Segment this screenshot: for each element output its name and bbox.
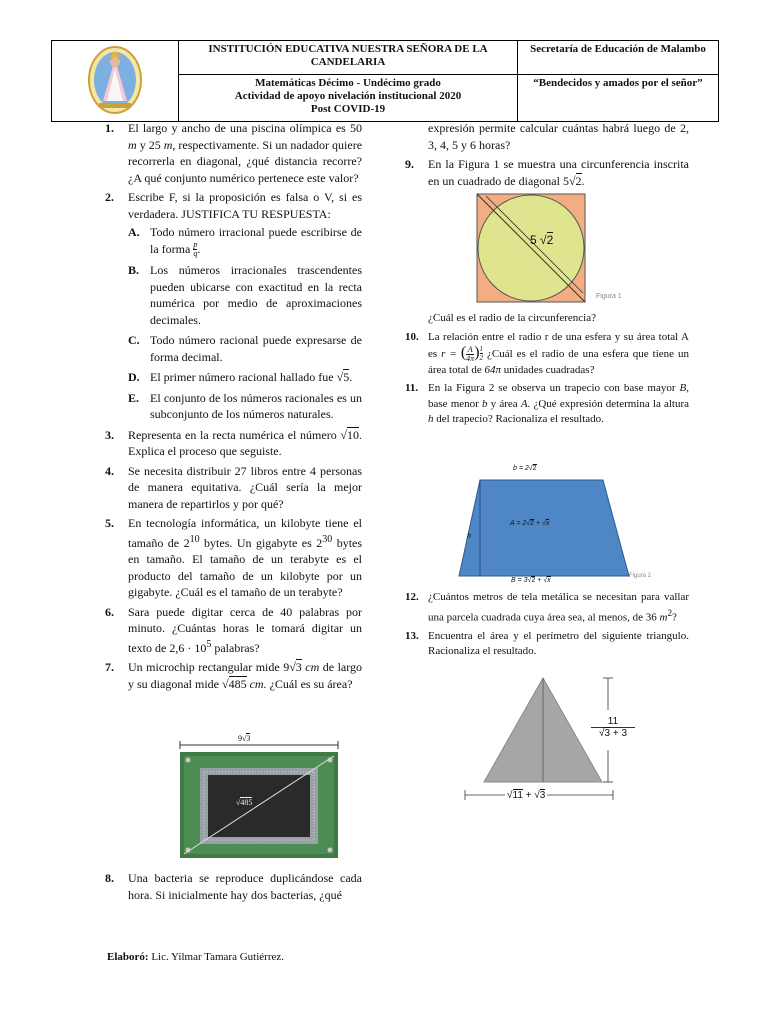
math-variable: B — [679, 382, 687, 395]
major-base-label — [511, 577, 551, 584]
question-text: Una bacteria se reproduce duplicándose cada hora. Si inicialmente hay dos bacterias, ¿qué — [128, 871, 362, 902]
sqrt-symbol: √ — [543, 577, 548, 584]
sqrt-symbol: √ — [289, 660, 296, 675]
math-value: 64π — [484, 363, 502, 376]
fraction-numerator: 1 — [479, 345, 484, 353]
proposition-letter: C. — [128, 333, 140, 348]
math-exponent: 5 — [206, 638, 212, 650]
base-label — [505, 790, 547, 801]
question-4 — [105, 463, 362, 513]
sqrt-symbol: √ — [540, 233, 547, 247]
inscribed-circle-drawing — [476, 193, 586, 303]
math-unit: m — [163, 137, 173, 152]
math-unit: cm — [305, 660, 320, 675]
question-number: 1. — [105, 121, 114, 135]
question-text: , base menor — [428, 382, 689, 410]
question-13 — [405, 629, 689, 660]
question-number: 2. — [105, 190, 114, 204]
course-line-2: Actividad de apoyo nivelación institucional 2020 — [234, 90, 462, 102]
secretary-name: Secretaría de Educación de Malambo — [518, 41, 719, 75]
question-text: y — [139, 137, 146, 152]
figure-2 — [455, 465, 655, 590]
fraction-denominator — [591, 728, 635, 739]
minor-base-label — [513, 465, 537, 472]
math-exponent: 2 — [667, 607, 673, 618]
radicand: 2 — [531, 577, 536, 584]
question-3 — [105, 427, 362, 460]
question-number: 8. — [105, 871, 114, 885]
sqrt-symbol: √ — [527, 577, 532, 584]
right-column-middle — [405, 311, 689, 431]
chip-width-label — [236, 734, 252, 743]
plus-term: + 3 — [612, 728, 628, 739]
sqrt-symbol: √ — [526, 520, 531, 527]
fraction-denominator: q — [193, 249, 198, 259]
question-text: unidades cuadradas? — [503, 363, 595, 376]
fraction-numerator: 11 — [591, 716, 635, 728]
question-text: La relación entre el radio r de una esfera y su área total A es — [428, 330, 689, 360]
math-exponent: 30 — [322, 533, 333, 545]
question-8-block — [105, 870, 362, 906]
sqrt-symbol: √ — [340, 427, 348, 442]
course-info — [179, 75, 518, 122]
question-text: Representa en la recta numérica el número — [128, 427, 337, 442]
question-number: 7. — [105, 660, 114, 675]
proposition-text: . — [349, 370, 353, 385]
paren-open: ( — [460, 344, 467, 361]
question-12 — [405, 590, 689, 626]
question-8-continuation — [405, 120, 689, 153]
figure-1 — [470, 193, 630, 305]
institution-name: INSTITUCIÓN EDUCATIVA NUESTRA SEÑORA DE LA CANDELARIA — [179, 41, 518, 75]
question-text: bytes. Un gigabyte es — [204, 535, 312, 550]
math-variable: h — [428, 413, 434, 426]
trapezoid-drawing — [455, 478, 635, 578]
question-text: El largo y ancho de una piscina olímpica es — [128, 121, 346, 135]
question-number: 5. — [105, 516, 114, 531]
question-text: del trapecio? Racionaliza el resultado. — [436, 413, 604, 426]
sqrt-symbol: √ — [507, 790, 513, 801]
question-number: 10. — [405, 330, 419, 343]
radicand: 11 — [512, 790, 523, 801]
question-text: En tecnología informática, un kilobyte tiene el tamaño de — [128, 516, 362, 550]
question-9 — [405, 156, 689, 189]
sqrt-symbol: √ — [534, 790, 540, 801]
math-value: 5 — [562, 173, 569, 188]
question-8 — [105, 870, 362, 903]
question-11 — [405, 381, 689, 428]
math-value: 25 — [148, 137, 161, 152]
question-number: 6. — [105, 604, 114, 619]
radicand: 5 — [343, 370, 350, 385]
proposition-text: Los números irracionales trascendentes pueden ubicarse con exactitud en la recta numérica por medio de aproximaciones decimales. — [150, 263, 362, 327]
math-variable: b — [481, 397, 488, 410]
diagonal-label — [530, 233, 553, 247]
fraction-denominator: 4π — [466, 353, 475, 363]
course-line-1: Matemáticas Décimo - Undécimo grado — [255, 77, 441, 89]
proposition-text: Todo número racional puede expresarse de forma decimal. — [150, 333, 362, 364]
question-text: palabras? — [214, 640, 260, 655]
sqrt-symbol: √ — [542, 520, 546, 527]
proposition-letter: E. — [128, 390, 140, 405]
radicand: 2 — [532, 465, 537, 472]
label-value: 5 — [530, 233, 537, 247]
figure-2-caption: Figura 2 — [629, 573, 652, 579]
chip-diagonal-label — [236, 798, 252, 807]
question-text: Escribe F, si la proposición es falsa o V, si es verdadera. JUSTIFICA TU RESPUESTA: — [128, 190, 362, 221]
question-text: . — [581, 173, 585, 188]
microchip-figure — [178, 734, 340, 860]
question-number: 13. — [405, 629, 419, 642]
paren-close: ) — [474, 344, 480, 361]
author-name: Lic. Yilmar Tamara Gutiérrez. — [151, 951, 285, 963]
question-text: En la Figura 1 se muestra una circunferencia inscrita en un cuadrado de diagonal — [428, 157, 689, 188]
question-text: En la Figura 2 se observa un trapecio con base mayor — [428, 382, 676, 395]
fraction-a-over-4pi — [466, 346, 474, 363]
question-text: , respectivamente. Si un nadador quiere recorrerla en diagonal, ¿qué distancia recorre? ¿A qué conjunto numérico pertenece este valor? — [128, 137, 363, 185]
radicand: 485 — [240, 798, 253, 807]
header-table — [51, 40, 719, 122]
math-exponent: 10 — [189, 533, 200, 545]
question-text: ¿Cuántos metros de tela metálica se necesitan para vallar una parcela cuadrada cuya área sea, al menos, de — [428, 591, 689, 624]
motto: “Bendecidos y amados por el señor” — [518, 75, 719, 122]
proposition-text: Todo número irracional puede escribirse de la forma — [150, 225, 362, 256]
radicand: x — [545, 520, 550, 527]
area-label — [510, 520, 549, 527]
proposition-text: . — [197, 241, 201, 256]
question-number: 11. — [405, 382, 419, 395]
figure-1-caption: Figura 1 — [596, 293, 622, 300]
radicand: 3 — [539, 790, 546, 801]
question-text: Se necesita distribuir 27 libros entre 4 personas de manera equitativa. ¿Cuál sería la mejor manera de repartirlos y por qué? — [128, 463, 362, 511]
question-text: Encuentra el área y el perímetro del siguiente triangulo. Racionaliza el resultado. — [428, 629, 689, 658]
plus-sign: + — [537, 577, 542, 584]
sqrt-symbol: √ — [568, 173, 576, 188]
question-text: de largo y su diagonal mide — [128, 660, 363, 691]
right-column-top — [405, 120, 689, 192]
question-text: expresión permite calcular cuántas habrá luego de 2, 3, 4, 5 y 6 horas? — [428, 121, 689, 152]
radicand: 2 — [530, 520, 535, 527]
author-footer — [107, 951, 284, 963]
question-text: Un microchip rectangular mide — [128, 660, 280, 675]
sqrt-symbol: √ — [336, 370, 344, 385]
triangle-figure — [455, 670, 655, 818]
fraction-denominator: 2 — [479, 354, 484, 362]
math-value: 9 — [283, 660, 290, 675]
question-text: ¿Cuál es el radio de una esfera que tiene un área total de — [428, 348, 689, 376]
math-value: 36 — [645, 611, 657, 624]
question-7 — [105, 659, 362, 692]
question-2 — [105, 189, 362, 423]
question-text: bytes en tamaño. El tamaño de un terabyte es el producto del tamaño de un kilobyte por un gigabyte. ¿Cuál es el tamaño de un terabyte? — [128, 535, 363, 600]
proposition-letter: A. — [128, 225, 140, 239]
height-label — [591, 716, 635, 739]
logo-cell — [52, 41, 179, 122]
proposition-a — [128, 224, 362, 258]
sqrt-symbol: √ — [236, 798, 241, 807]
question-text: y área — [490, 397, 518, 410]
question-9-followup — [405, 311, 689, 327]
proposition-c — [128, 332, 362, 365]
proposition-e — [128, 390, 362, 423]
triangle-drawing — [455, 670, 655, 818]
proposition-letter: D. — [128, 370, 140, 385]
height-label: h — [467, 533, 471, 540]
proposition-text: El conjunto de los números racionales es un subconjunto de los números naturales. — [150, 390, 362, 422]
question-10 — [405, 330, 689, 379]
right-column-bottom — [405, 590, 689, 663]
math-value: 50 — [350, 121, 363, 135]
question-text: ? — [672, 611, 677, 624]
radicand: 3 — [246, 734, 251, 743]
question-text: Sara puede digitar cerca de 40 palabras por minuto. ¿Cuántas horas le tomará digitar un texto de — [128, 604, 362, 655]
proposition-letter: B. — [128, 263, 140, 278]
math-unit: cm. — [249, 676, 267, 691]
proposition-d — [128, 369, 362, 386]
sqrt-symbol: √ — [221, 676, 229, 691]
question-text: . Explica el proceso que seguiste. — [128, 427, 363, 459]
math-unit: m — [659, 611, 668, 624]
radicand: 3 — [295, 660, 302, 675]
left-column — [105, 120, 362, 695]
virgin-candelaria-logo — [85, 45, 145, 115]
math-variable: A — [520, 397, 528, 410]
sqrt-symbol: √ — [528, 465, 533, 472]
exponent-one-half — [480, 345, 484, 362]
question-text: ¿Cuál es el radio de la circunferencia? — [428, 312, 596, 324]
sqrt-symbol: √ — [242, 734, 247, 743]
radicand: 2 — [546, 233, 554, 247]
math-variable: r = — [441, 348, 457, 360]
math-base: 2 — [316, 535, 323, 550]
proposition-b — [128, 262, 362, 328]
question-5 — [105, 515, 362, 601]
label-value: 9 — [238, 734, 242, 743]
question-1 — [105, 120, 362, 186]
fraction-numerator: A — [467, 344, 473, 354]
course-line-3: Post COVID-19 — [310, 103, 386, 115]
math-base: 2 — [183, 535, 190, 550]
question-text: ¿Cuál es su área? — [269, 676, 353, 691]
radicand: 2 — [575, 173, 582, 188]
fraction-numerator: p — [193, 240, 198, 250]
plus-sign: + — [535, 520, 541, 527]
author-label: Elaboró: — [107, 951, 149, 963]
sqrt-symbol: √ — [598, 728, 605, 739]
radicand: x — [547, 577, 551, 584]
question-number: 3. — [105, 427, 114, 442]
math-unit: m — [128, 137, 137, 152]
radicand: 3 — [604, 728, 611, 739]
proposition-text: El primer número racional hallado fue — [150, 370, 334, 385]
microchip-drawing — [178, 738, 340, 860]
label-value: A = 2 — [510, 520, 527, 527]
radicand: 485 — [228, 676, 247, 691]
plus-sign: + — [525, 790, 532, 801]
question-number: 12. — [405, 591, 419, 603]
label-value: b = 2 — [513, 465, 529, 472]
question-number: 4. — [105, 463, 114, 478]
question-text: . ¿Qué expresión determina la altura — [527, 397, 690, 410]
question-6 — [105, 604, 362, 657]
question-number: 9. — [405, 157, 414, 171]
label-value: B = 3 — [511, 577, 528, 584]
math-value: 2,6 · 10 — [169, 640, 207, 655]
radicand: 10 — [347, 427, 360, 442]
